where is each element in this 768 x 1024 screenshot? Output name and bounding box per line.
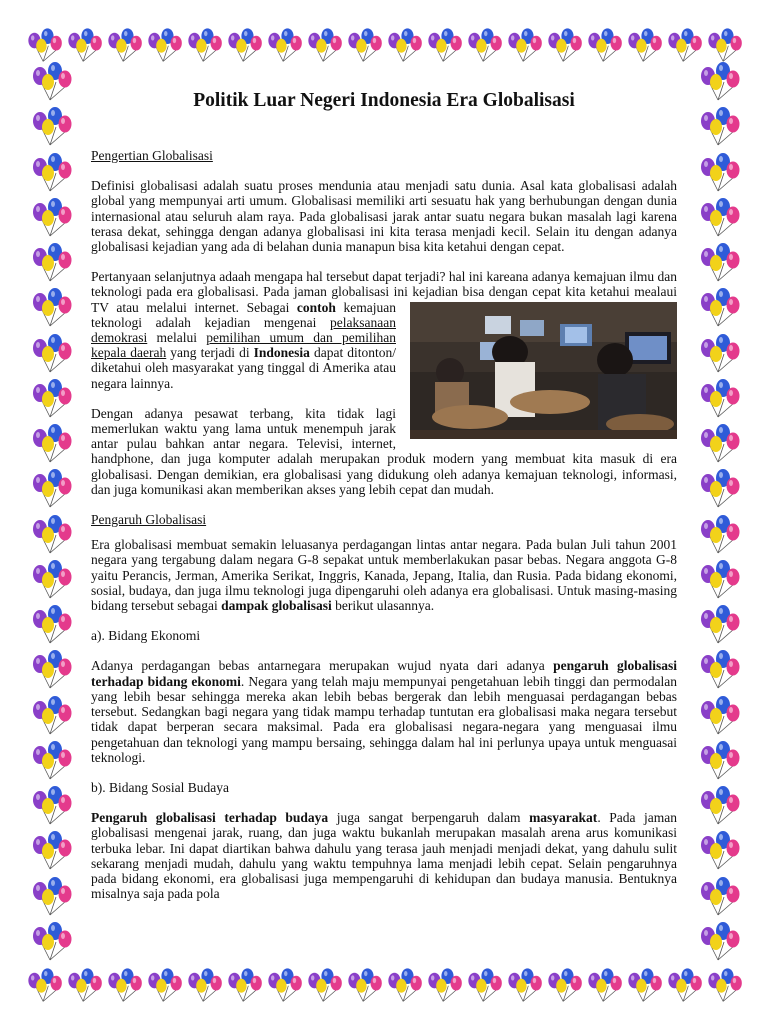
balloons-icon (696, 601, 742, 645)
balloon-border-bottom (0, 962, 768, 1008)
balloons-icon (584, 22, 624, 66)
balloons-icon (264, 22, 304, 66)
balloons-icon (696, 511, 742, 555)
balloons-icon (28, 601, 74, 645)
section-heading-pengaruh: Pengaruh Globalisasi (91, 512, 207, 528)
paragraph-sosial-budaya (91, 810, 677, 901)
balloons-icon (384, 22, 424, 66)
balloons-icon (664, 962, 704, 1006)
balloons-icon (28, 556, 74, 600)
bold-term-indonesia: Indonesia (253, 345, 310, 361)
balloons-icon (28, 103, 74, 147)
balloons-icon (696, 873, 742, 917)
bold-term-masyarakat: masyarakat (529, 810, 598, 826)
page-title: Politik Luar Negeri Indonesia Era Globalisasi (193, 90, 575, 111)
balloons-icon (28, 873, 74, 917)
balloons-icon (696, 284, 742, 328)
balloons-icon (584, 962, 624, 1006)
balloons-icon (696, 918, 742, 962)
balloons-icon (64, 962, 104, 1006)
balloons-icon (184, 22, 224, 66)
balloons-icon (184, 962, 224, 1006)
balloons-icon (28, 511, 74, 555)
balloons-icon (28, 827, 74, 871)
balloons-icon (696, 103, 742, 147)
balloons-icon (504, 22, 544, 66)
balloons-icon (696, 420, 742, 464)
balloons-icon (696, 194, 742, 238)
balloons-icon (384, 962, 424, 1006)
text-run: Pertanyaan selanjutnya adaah mengapa hal tersebut dapat terjadi? hal ini kareana adanya kemajuan ilmu dan teknologi pada era globalisasi. Pada jaman globalisasi ini kejadian bisa dengan cepat kita ketahui mealaui TV atau melalui internet. Sebagai (91, 269, 677, 315)
paragraph-pesawat: Dengan adanya pesawat terbang, kita tidak lagi memerlukan waktu yang lama untuk menempuh jarak antar pulau bahkan antar negara. Televisi, internet, handphone, dan juga komputer adalah merupakan produk modern yang membuat kita masuk di era globalisasi. Dengan demikian, era globalisasi yang didukung oleh adanya kemajuan teknologi, informasi, dan juga komunikasi akan memberikan akses yang lebih cepat dan mudah. (91, 405, 677, 497)
text-run: . Pada jaman globalisasi mengenai jarak, ruang, dan juga waktu bukanlah merupakan masalah arena arus komunikasi terbuka lebar. Ini dapat diartikan bahwa dahulu yang terasa jauh menjadi menjadi dekat, yang dahulu sulit sekarang menjadi mudah, dahulu yang waktu tempuhnya lama menjadi lebih cepat. Selain pengaruhnya pada bidang ekonomi, era globalisasi juga mempengaruhi di kehidupan dan budaya manusia. Bentuknya misalnya saja pada pola (91, 810, 677, 902)
balloons-icon (696, 330, 742, 374)
balloons-icon (28, 194, 74, 238)
bold-term-pengaruh-ekonomi: pengaruh globalisasi terhadap bidang ekonomi (91, 658, 677, 689)
balloons-icon (544, 22, 584, 66)
balloons-icon (24, 962, 64, 1006)
balloons-icon (696, 149, 742, 193)
balloons-icon (696, 782, 742, 826)
link-pelaksanaan-demokrasi[interactable]: pelaksanaan demokrasi (91, 314, 396, 346)
paragraph-ekonomi (91, 658, 677, 764)
balloon-border-top (0, 22, 768, 68)
balloons-icon (464, 962, 504, 1006)
paragraph-pertanyaan (91, 269, 677, 391)
text-run: . Negara yang telah maju mempunyai pengetahuan lebih tinggi dan permodalan yang lebih besar sehingga mereka akan lebih bebas bergerak dan lebih menguasai perdagangan bebas tersebut. Sedangkan bagi negara yang tidak mampu terhadap tuntutan era globalisasi maka negara tersebut tidak dapat berperan secara maksimal. Pada era globalisasi negara-negara yang menguasai ilmu pengetahuan dan teknologi yang mampu bersaing, sehingga dalam hal ini perlunya upaya untuk menguasai teknologi. (91, 673, 677, 765)
balloons-icon (304, 962, 344, 1006)
text-run: juga sangat berpengaruh dalam (328, 810, 530, 826)
balloons-icon (424, 962, 464, 1006)
paragraph-definisi: Definisi globalisasi adalah suatu proses mendunia atau menjadi satu dunia. Asal kata globalisasi adalah global yang mempunyai arti umum. Globalisasi memiliki arti sesuatu hak yang berhubungan dengan dunia internasional atau seluruh alam raya. Pada globalisasi jarak antar suatu negara bukan masalah lagi karena terasa dekat, sehingga dengan adanya globalisasi ini kita terasa menjadi kecil. Selain itu dengan adanya globalisasi kejadian yang ada di belahan dunia manapun bisa kita ketahui dengan cepat. (91, 178, 677, 255)
text-run: dapat ditonton/ diketahui oleh masyarakat yang tinggal di Amerika atau negara lainnya. (91, 345, 396, 391)
paragraph-era-globalisasi (91, 537, 677, 613)
balloons-icon (28, 239, 74, 283)
balloons-icon (704, 962, 744, 1006)
subheading-bidang-sosial: b). Bidang Sosial Budaya (91, 779, 229, 795)
balloons-icon (696, 465, 742, 509)
balloons-icon (28, 782, 74, 826)
text-run: Era globalisasi membuat semakin leluasanya perdagangan lintas antar negara. Pada bulan Juli tahun 2001 negara yang tergabung dalam negara G-8 sepakat untuk memberlakukan pasar bebas. Negara anggota G-8 yaitu Perancis, Jerman, Amerika Serikat, Inggris, Kanada, Jepang, Italia, dan Rusia. Pada bidang ekonomi, sosial, budaya, dan juga ilmu teknologi juga dipengaruhi oleh adanya era globalisasi. Untuk masing-masing bidang tersebut sebagai (91, 537, 677, 614)
balloons-icon (696, 737, 742, 781)
balloons-icon (696, 692, 742, 736)
balloons-icon (696, 375, 742, 419)
balloons-icon (28, 284, 74, 328)
balloons-icon (28, 737, 74, 781)
text-run: melalui (147, 330, 207, 346)
balloons-icon (28, 58, 74, 102)
balloons-icon (696, 239, 742, 283)
balloons-icon (104, 962, 144, 1006)
balloon-border-right (696, 58, 742, 962)
balloons-icon (144, 22, 184, 66)
balloons-icon (504, 962, 544, 1006)
balloon-border-left (28, 58, 74, 962)
balloons-icon (224, 22, 264, 66)
balloons-icon (28, 918, 74, 962)
text-run: Adanya perdagangan bebas antarnegara merupakan wujud nyata dari adanya (91, 658, 554, 674)
balloons-icon (624, 22, 664, 66)
link-pemilihan-umum[interactable]: pemilihan umum dan pemilihan kepala daerah (91, 330, 396, 361)
balloons-icon (544, 962, 584, 1006)
balloons-icon (624, 962, 664, 1006)
balloons-icon (28, 465, 74, 509)
balloons-icon (28, 420, 74, 464)
section-heading-pengertian: Pengertian Globalisasi (91, 148, 213, 163)
internet-cafe-photo (410, 302, 677, 439)
balloons-icon (696, 58, 742, 102)
balloons-icon (28, 149, 74, 193)
balloons-icon (28, 646, 74, 690)
balloons-icon (304, 22, 344, 66)
balloons-icon (264, 962, 304, 1006)
text-run: yang terjadi di (166, 345, 254, 361)
balloons-icon (28, 692, 74, 736)
balloons-icon (424, 22, 464, 66)
balloons-icon (344, 962, 384, 1006)
balloons-icon (144, 962, 184, 1006)
balloons-icon (224, 962, 264, 1006)
balloons-icon (104, 22, 144, 66)
balloons-icon (28, 330, 74, 374)
balloons-icon (696, 827, 742, 871)
balloons-icon (344, 22, 384, 66)
document-body (91, 88, 677, 901)
text-run: kemajuan teknologi adalah kejadian mengenai (91, 299, 396, 330)
balloons-icon (28, 375, 74, 419)
balloons-icon (696, 556, 742, 600)
subheading-bidang-ekonomi: a). Bidang Ekonomi (91, 628, 201, 644)
bold-term-pengaruh-budaya: Pengaruh globalisasi terhadap budaya (91, 810, 329, 826)
bold-term-dampak: dampak globalisasi (221, 598, 332, 614)
bold-term-contoh: contoh (296, 299, 336, 315)
text-run: berikut ulasannya. (331, 598, 435, 614)
balloons-icon (696, 646, 742, 690)
balloons-icon (464, 22, 504, 66)
